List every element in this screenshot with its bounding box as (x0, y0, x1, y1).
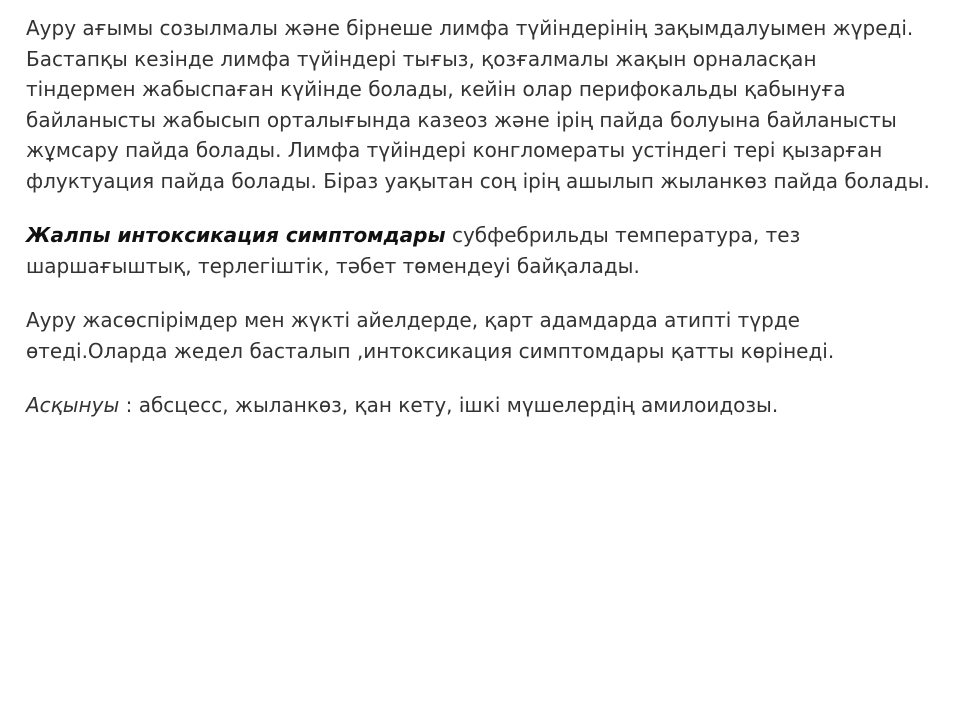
paragraph-complications (26, 390, 930, 421)
paragraph-disease-course: Ауру ағымы созылмалы және бірнеше лимфа түйіндерінің зақымдалуымен жүреді. Бастапқы кезінде лимфа түйіндері тығыз, қозғалмалы жақын орналасқан тіндермен жабыспаған күйінде болады, кейін олар перифокальды қабынуға байланысты жабысып орталығында казеоз және ірің пайда болуына байланысты жұмсару пайда болады. Лимфа түйіндері конгломераты устіндегі тері қызарған флуктуация пайда болады. Біраз уақытан соң ірің ашылып жыланкөз пайда болады. (26, 16, 930, 193)
intoxication-heading: Жалпы интоксикация симптомдары (26, 223, 446, 247)
complications-heading: Асқынуы (26, 393, 120, 417)
complications-text: : абсцесс, жыланкөз, қан кету, ішкі мүшелердің амилоидозы. (119, 393, 779, 417)
paragraph-intoxication-symptoms (26, 220, 930, 281)
intoxication-text: субфебрильды температура, тез шаршағыштық, терлегіштік, тәбет төмендеуі байқалады. (26, 223, 801, 278)
paragraph-atypical-course: Ауру жасөспірімдер мен жүкті айелдерде, қарт адамдарда атипті түрде өтеді.Оларда жедел басталып ,интоксикация симптомдары қатты көрінеді. (26, 308, 835, 363)
